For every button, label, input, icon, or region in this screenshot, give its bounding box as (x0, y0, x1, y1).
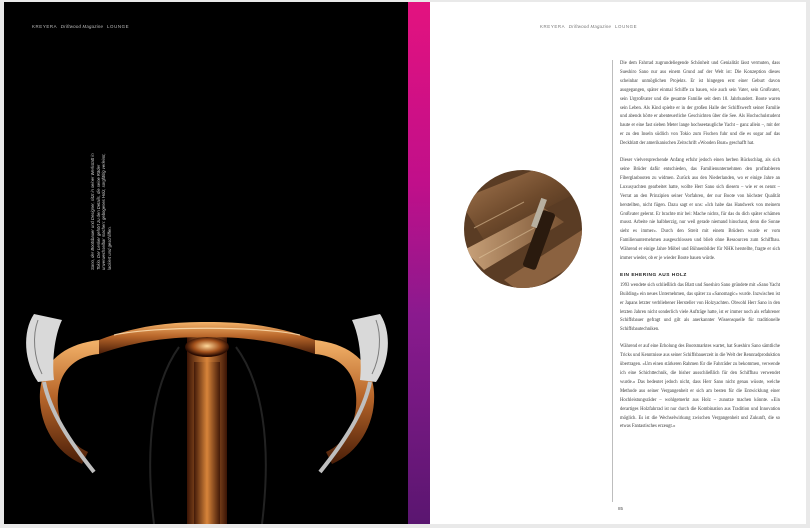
running-head-brand: KREYERA (540, 24, 565, 29)
running-head-section: LOUNGE (615, 24, 638, 29)
left-page (4, 2, 408, 524)
section-subhead: EIN EHERING AUS HOLZ (620, 272, 687, 278)
article-body (620, 60, 780, 440)
running-head-magazine: Driftwood Magazine (60, 24, 104, 29)
running-head-brand: KREYERA (32, 24, 57, 29)
paragraph: Die dem Fahrrad zugrundeliegende Schönheit und Genialität lässt vermuten, dass Sueshiro Sano nur aus einem Grund auf der Welt ist: Die Konzeption dieses scheinbar unmöglichen Projekts. Er ist hingegen erst einer Geburt davon ausgegangen, später einmal Schiffe zu bauen, wie auch sein Vater, sein Großvater, sein Urgroßvater und die gesamte Familie seit dem 18. Jahrhundert. Boote waren sein Leben. Als Kind spielte er in der großen Halle der Schiffswerft seiner Familie und abends hörte er abenteuerliche Geschichten über die See. Als Hochschulstudent baute er eine fast sieben Meter lange hochseetaugliche Yacht – ganz allein –, mit der er zu den Inseln südlich von Tokio zum Fischen fuhr und die es sogar auf das Deckblatt der amerikanischen Zeitschrift »Wooden Boat« geschafft hat. (620, 61, 780, 147)
running-head-section: LOUNGE (107, 24, 130, 29)
paragraph: Dieser vielversprechende Anfang erfuhr jedoch einen herben Rückschlag, als sich seine Brüder dafür entschieden, das Familienunternehmen den profitableren Fiberglasbooten zu widmen. Zurück aus den Niederlanden, wo er einige Jahre an Luxusyachten gearbeitet hatte, wollte Herr Sano sich diesem – wie er es nennt – Verrat an den Prinzipien seiner Vorfahren, der nur Boote von höchster Qualität herstellten, nicht fügen. Dazu sagt er uns: »Ich habe das Handwerk von meinem Großvater gelernt. Er brachte mir bei: Mache nichts, für das du dich später schämen musst. Arbeite nie halbherzig, nur weil gerade niemand hinschaut, denn die Sonne sieht es immer«. Durch den Streit mit einem Brüdern wurde er vom Familienunternehmen ausgeschlossen und blieb ohne Ressourcen zum Schiffbau. Während er einige Jahre Möbel und Bühnenbilder für NHK herstellte, fragte er sich immer wieder, ob er je wieder Boote bauen würde. (620, 158, 780, 262)
column-rule (612, 60, 613, 502)
photo-caption: Sano, der Bootsbauer und Designer, sitzt in seiner Werkstatt in Tokio. Der Lenker gehört zu den Details, die seine Räder unverwechselbar machen: gebogenes Holz, sorgfältig verleimt, lackiert und geschliffen. (90, 153, 112, 270)
running-head-magazine: Driftwood Magazine (568, 24, 612, 29)
paragraph: 1993 wendete sich schließlich das Blatt und Sueshiro Sano gründete mit »Sano Yacht Building« ein neues Unternehmen, das später zu »Sanomagic« wurde. Inzwischen ist er Japans letzter verbliebener Hersteller von Holzyachten. Obwohl Herr Sano in den letzten Jahren nicht sonderlich viele Aufträge hatte, ist er immer noch als erfahrener Schiffsbauer gefragt und gilt als anerkannter Wissensquelle für traditionelle Schiffsbautechniken. (620, 282, 781, 333)
paragraph: Während er auf eine Erholung des Bootsmarktes wartet, hat Sueshiro Sano sämtliche Tricks und Kenntnisse aus seiner Schiffsbauerzeit in die Welt der Rennradproduktion übertragen. »Um einen stärkeren Rahmen für die Fahrräder zu bekommen, verwende ich eine Schichttechnik, die bisher ausschließlich für den Schiffbau verwendet wurde.« Das bedeutet jedoch nicht, dass Herr Sano nicht genau wüsste, welche Methode aus seiner Vergangenheit er sich am besten für die Entwicklung einer Hochleistungsräder – wohlgemerkt aus Holz – zunutze machen könnte. »Ein derartiges Holzfahrrad ist nur durch die Kombination aus Tradition und Innovation möglich. Es ist die Wechselwirkung zwischen Vergangenheit und Zukunft, die so etwas Fantastisches erzeugt.« (620, 344, 780, 430)
right-running-head (540, 24, 637, 29)
wooden-handlebar-photo (4, 2, 408, 524)
right-page (408, 2, 806, 524)
magenta-gradient-bar (408, 2, 430, 524)
workshop-detail-photo (464, 170, 582, 288)
page-number: 85 (618, 506, 624, 511)
